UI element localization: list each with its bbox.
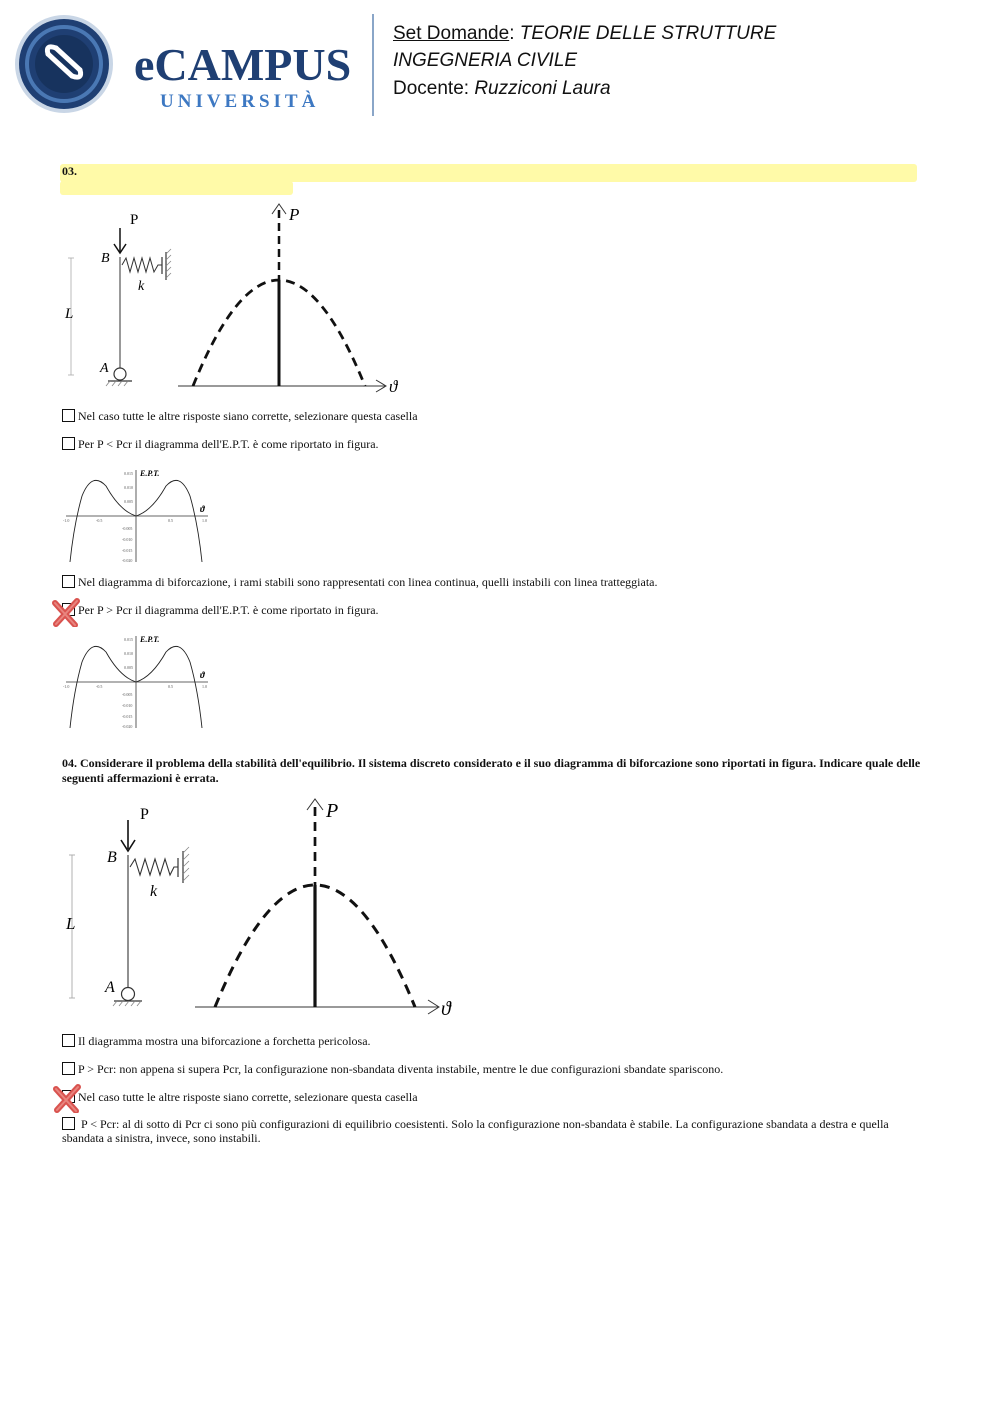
ytick: -0.015 [122,548,133,553]
x-cross-icon [52,1083,82,1113]
question-04-text [62,756,922,786]
q4-option-3-text: Nel caso tutte le altre risposte siano corrette, selezionare questa casella [78,1090,418,1104]
ytick: -0.005 [122,526,133,531]
ept-ylabel: E.P.T. [140,635,160,644]
teacher-line [393,78,611,100]
teacher-label: Docente: [393,78,475,99]
xtick: -0.5 [96,518,103,523]
ytick: 0.015 [124,471,133,476]
checkbox-icon[interactable] [62,1034,75,1047]
q3-option-2[interactable] [62,437,379,451]
set-label: Set Domande [393,23,510,44]
question-03-highlight [60,164,917,182]
xtick: -0.5 [96,684,103,689]
ytick: -0.010 [122,537,133,542]
label-k: k [138,279,145,294]
ytick: -0.015 [122,714,133,719]
ept-ylabel: E.P.T. [140,469,160,478]
course-name: INGEGNERIA CIVILE [393,50,578,71]
label-B: B [107,849,117,866]
label-P: P [130,212,139,228]
ept-xlabel: ϑ [200,504,205,514]
q4-option-4-text [62,1117,924,1145]
set-line [393,23,776,45]
q3-option-4-ept-plot [62,632,212,732]
q3-option-4-text: Per P > Pcr il diagramma dell'E.P.T. è come riportato in figura. [78,603,379,617]
checkbox-icon[interactable] [62,437,75,450]
checkbox-icon[interactable] [62,1117,75,1130]
ytick: 0.010 [124,485,133,490]
q3-option-2-ept-plot [62,466,212,566]
label-L: L [65,306,74,322]
checkbox-icon[interactable] [62,575,75,588]
question-03-structure-figure [60,200,410,400]
ytick: 0.005 [124,665,133,670]
axis-theta-label: ϑ [389,377,398,396]
q3-option-3-text: Nel diagramma di biforcazione, i rami stabili sono rappresentati con linea continua, quelli instabili con linea tratteggiata. [78,575,658,589]
q3-option-4[interactable] [62,603,379,617]
xtick: -1.0 [63,684,70,689]
logo-subtext: UNIVERSITÀ [160,91,320,112]
ecampus-logo [14,14,359,118]
label-k: k [150,883,158,900]
teacher-name: Ruzziconi Laura [474,78,611,99]
label-L: L [66,914,76,933]
q3-option-2-text: Per P < Pcr il diagramma dell'E.P.T. è come riportato in figura. [78,437,379,451]
xtick: 1.0 [202,684,207,689]
checkbox-icon[interactable] [62,1062,75,1075]
ytick: -0.020 [122,724,133,729]
question-03-highlight-line2 [60,181,293,195]
q4-option-4-body: P < Pcr: al di sotto di Pcr ci sono più configurazioni di equilibrio coesistenti. Solo la configurazione non-sbandata è stabile. La configurazione sbandata a destra e quella sbandata a sinistra, invece, sono instabili. [62,1117,889,1145]
axis-theta-label: ϑ [441,998,451,1020]
question-03-number: 03. [62,164,77,178]
label-B: B [101,251,110,266]
q4-option-1[interactable] [62,1034,371,1048]
header-divider [372,14,374,116]
label-P: P [140,806,149,823]
label-A: A [100,361,109,376]
axis-P-label: P [289,205,300,224]
x-cross-icon [51,597,81,627]
ytick: -0.010 [122,703,133,708]
question-04-number: 04. [62,756,77,770]
ytick: 0.015 [124,637,133,642]
logo-wordmark: eCAMPUS [134,39,352,90]
q3-option-3[interactable] [62,575,657,589]
q4-option-2[interactable] [62,1062,723,1076]
ytick: -0.005 [122,692,133,697]
set-separator: : [509,23,520,44]
q4-option-3[interactable] [62,1090,418,1104]
course-line [393,50,577,72]
checkbox-icon[interactable] [62,409,75,422]
axis-P-label: P [326,800,339,822]
q4-option-2-text: P > Pcr: non appena si supera Pcr, la configurazione non-sbandata diventa instabile, mentre le due configurazioni sbandate spariscono. [78,1062,724,1076]
q3-option-1[interactable] [62,409,418,423]
ytick: 0.005 [124,499,133,504]
ytick: -0.020 [122,558,133,563]
ytick: 0.010 [124,651,133,656]
q3-option-1-text: Nel caso tutte le altre risposte siano corrette, selezionare questa casella [78,409,418,423]
question-04-structure-figure [60,795,470,1025]
xtick: -1.0 [63,518,70,523]
q4-option-1-text: Il diagramma mostra una biforcazione a forchetta pericolosa. [78,1034,371,1048]
label-A: A [105,979,115,996]
xtick: 1.0 [202,518,207,523]
question-04-body: Considerare il problema della stabilità dell'equilibrio. Il sistema discreto considerato e il suo diagramma di biforcazione sono riportati in figura. Indicare quale delle seguenti affermazioni è errata. [62,756,921,785]
ept-xlabel: ϑ [200,670,205,680]
xtick: 0.5 [168,518,173,523]
xtick: 0.5 [168,684,173,689]
set-value: TEORIE DELLE STRUTTURE [519,23,777,44]
q4-option-4[interactable] [62,1117,924,1145]
